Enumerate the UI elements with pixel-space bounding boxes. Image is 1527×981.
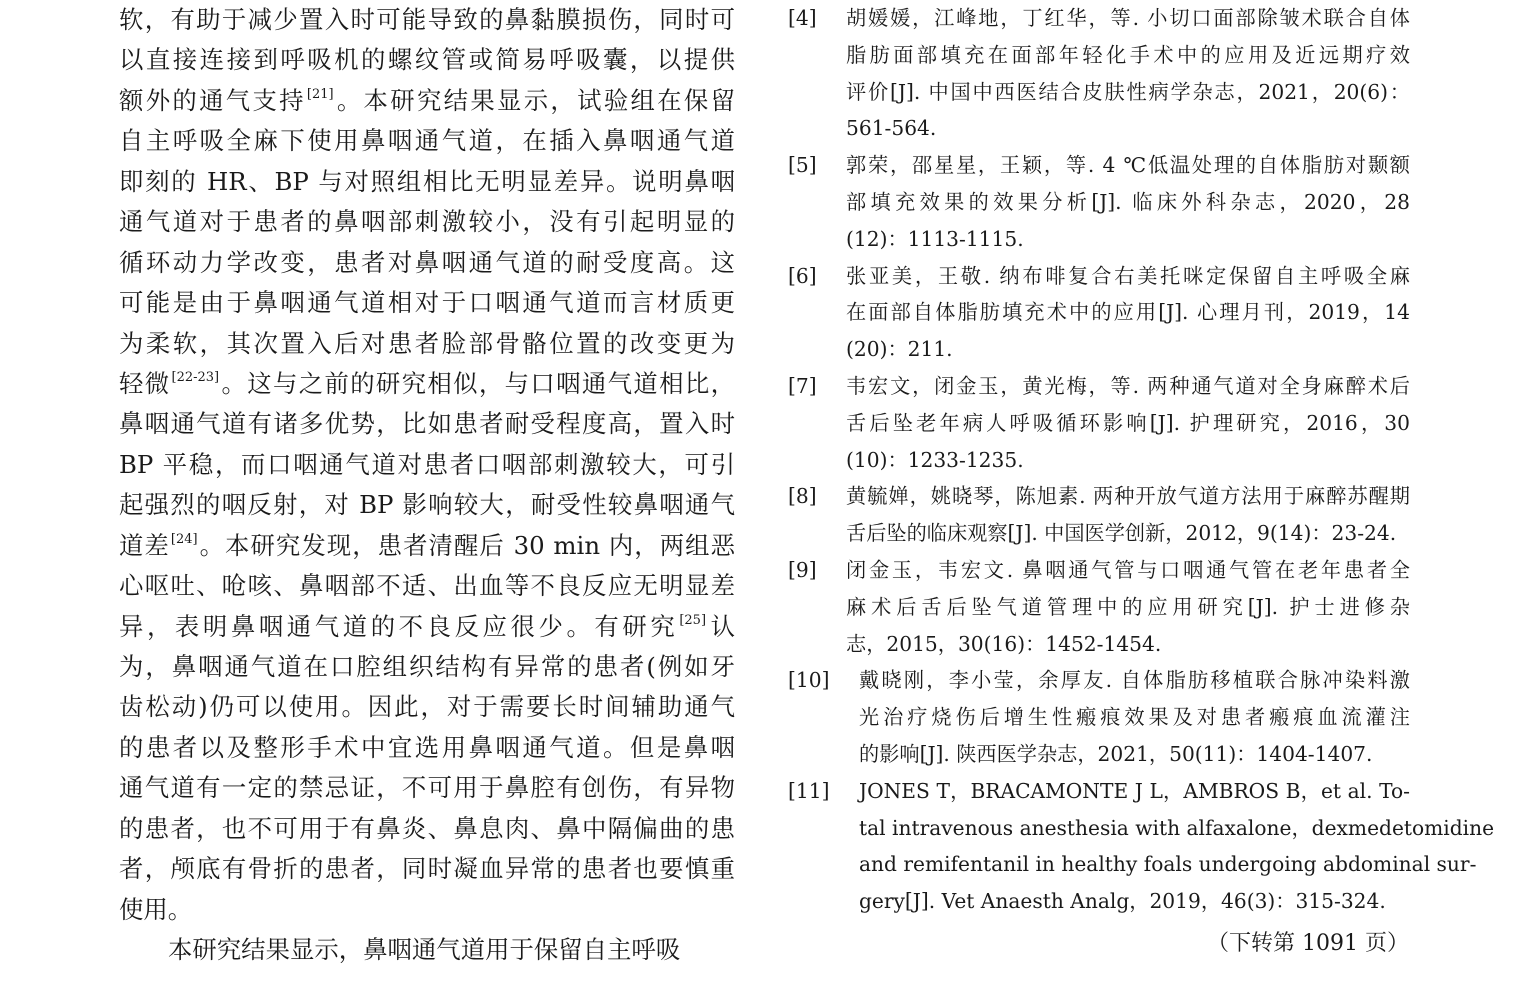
text-line: 本研究结果显示，鼻咽通气道用于保留自主呼吸 [168, 935, 681, 965]
text-line: 的患者以及整形手术中宜选用鼻咽通气道。但是鼻咽 [119, 732, 735, 762]
reference-number: [8] [788, 484, 817, 509]
text-line: 即刻的 HR、BP 与对照组相比无明显差异。说明鼻咽 [119, 166, 735, 196]
reference-line: (20)：211. [846, 337, 953, 362]
reference-line: 部填充效果的效果分析[J]. 临床外科杂志，2020，28 [846, 189, 1410, 214]
reference-line: 胡媛媛，江峰地，丁红华，等. 小切口面部除皱术联合自体 [846, 6, 1410, 30]
reference-line: tal intravenous anesthesia with alfaxalone，dexmedetomidine [859, 815, 1495, 840]
reference-number: [11] [788, 778, 830, 803]
text-line: 鼻咽通气道有诸多优势，比如患者耐受程度高，置入时 [119, 409, 735, 439]
reference-line: gery[J]. Vet Anaesth Analg，2019，46(3)：315-324. [859, 889, 1386, 914]
reference-line: 戴晓刚，李小莹，余厚友. 自体脂肪移植联合脉冲染料激 [859, 668, 1410, 693]
reference-line: 麻术后舌后坠气道管理中的应用研究[J]. 护士进修杂 [846, 594, 1410, 619]
reference-item [788, 773, 1495, 920]
text-line: 的患者，也不可用于有鼻炎、鼻息肉、鼻中隔偏曲的患 [119, 813, 735, 843]
citation-marker[interactable]: [22-23] [171, 369, 220, 385]
text-line: 以直接连接到呼吸机的螺纹管或简易呼吸囊，以提供 [119, 45, 735, 75]
text-line: 轻微[22-23]。这与之前的研究相似，与口咽通气道相比， [119, 368, 735, 398]
text-line: 通气道对于患者的鼻咽部刺激较小，没有引起明显的 [119, 207, 735, 237]
reference-line: 黄毓婵，姚晓琴，陈旭素. 两种开放气道方法用于麻醉苏醒期 [846, 484, 1410, 509]
continued-page-note: （下转第 1091 页） [1207, 931, 1409, 956]
reference-item [788, 552, 1410, 662]
reference-line: 脂肪面部填充在面部年轻化手术中的应用及近远期疗效 [846, 42, 1410, 67]
reference-line: 光治疗烧伤后增生性瘢痕效果及对患者瘢痕血流灌注 [859, 705, 1410, 730]
reference-line: (12)：1113-1115. [846, 226, 1024, 251]
reference-item [788, 147, 1410, 257]
reference-line: 评价[J]. 中国中西医结合皮肤性病学杂志，2021，20(6)： [846, 79, 1410, 104]
citation-marker[interactable]: [21] [306, 86, 334, 102]
text-line: 自主呼吸全麻下使用鼻咽通气道，在插入鼻咽通气道 [119, 126, 735, 156]
text-line: 额外的通气支持[21]。本研究结果显示，试验组在保留 [119, 85, 735, 115]
reference-list [788, 0, 1495, 920]
reference-number: [9] [788, 557, 817, 582]
reference-number: [6] [788, 263, 817, 288]
reference-number: [4] [788, 6, 817, 30]
text-line: 齿松动)仍可以使用。因此，对于需要长时间辅助通气 [119, 692, 735, 722]
text-line: 软，有助于减少置入时可能导致的鼻黏膜损伤，同时可 [119, 5, 735, 34]
text-line: 为，鼻咽通气道在口腔组织结构有异常的患者(例如牙 [119, 652, 735, 681]
reference-line: 郭荣，邵星星，王颖，等. 4 ℃低温处理的自体脂肪对颞额 [846, 153, 1410, 178]
reference-item [788, 368, 1410, 478]
reference-item [788, 0, 1410, 147]
reference-number: [7] [788, 373, 817, 398]
reference-number: [10] [788, 668, 830, 693]
reference-line: 闭金玉，韦宏文. 鼻咽通气管与口咽通气管在老年患者全 [846, 557, 1410, 582]
reference-line: 韦宏文，闭金玉，黄光梅，等. 两种通气道对全身麻醉术后 [846, 373, 1410, 398]
reference-line: and remifentanil in healthy foals undergoing abdominal sur- [859, 852, 1477, 877]
reference-line: (10)：1233-1235. [846, 447, 1024, 472]
text-line: 心呕吐、呛咳、鼻咽部不适、出血等不良反应无明显差 [119, 571, 735, 601]
text-line: 循环动力学改变，患者对鼻咽通气道的耐受度高。这 [119, 247, 735, 277]
text-line: 为柔软，其次置入后对患者脸部骨骼位置的改变更为 [119, 328, 735, 358]
reference-line: 的影响[J]. 陕西医学杂志，2021，50(11)：1404-1407. [859, 741, 1373, 766]
text-line: 异，表明鼻咽通气道的不良反应很少。有研究[25]认 [119, 611, 735, 641]
body-text-column [119, 0, 735, 971]
text-line: 道差[24]。本研究发现，患者清醒后 30 min 内，两组恶 [119, 530, 735, 560]
text-line: 使用。 [119, 894, 193, 924]
reference-line: 561-564. [846, 116, 937, 141]
reference-line: 在面部自体脂肪填充术中的应用[J]. 心理月刊，2019，14 [846, 300, 1410, 325]
reference-line: 舌后坠的临床观察[J]. 中国医学创新，2012，9(14)：23-24. [846, 521, 1397, 546]
text-line: BP 平稳，而口咽通气道对患者口咽部刺激较大，可引 [119, 449, 735, 479]
reference-line: 张亚美，王敬. 纳布啡复合右美托咪定保留自主呼吸全麻 [846, 263, 1410, 288]
text-line: 者，颅底有骨折的患者，同时凝血异常的患者也要慎重 [119, 854, 735, 884]
reference-line: 舌后坠老年病人呼吸循环影响[J]. 护理研究，2016，30 [846, 410, 1410, 435]
reference-line: 志，2015，30(16)：1452-1454. [846, 631, 1162, 656]
text-line: 可能是由于鼻咽通气道相对于口咽通气道而言材质更 [119, 288, 735, 318]
text-line: 通气道有一定的禁忌证，不可用于鼻腔有创伤，有异物 [119, 773, 735, 803]
reference-item [788, 478, 1410, 552]
reference-item [788, 662, 1410, 772]
reference-item [788, 258, 1410, 368]
reference-line: JONES T，BRACAMONTE J L，AMBROS B，et al. To- [859, 778, 1410, 803]
text-line: 起强烈的咽反射，对 BP 影响较大，耐受性较鼻咽通气 [119, 490, 735, 520]
citation-marker[interactable]: [24] [170, 531, 198, 547]
reference-number: [5] [788, 153, 817, 178]
citation-marker[interactable]: [25] [679, 612, 707, 628]
